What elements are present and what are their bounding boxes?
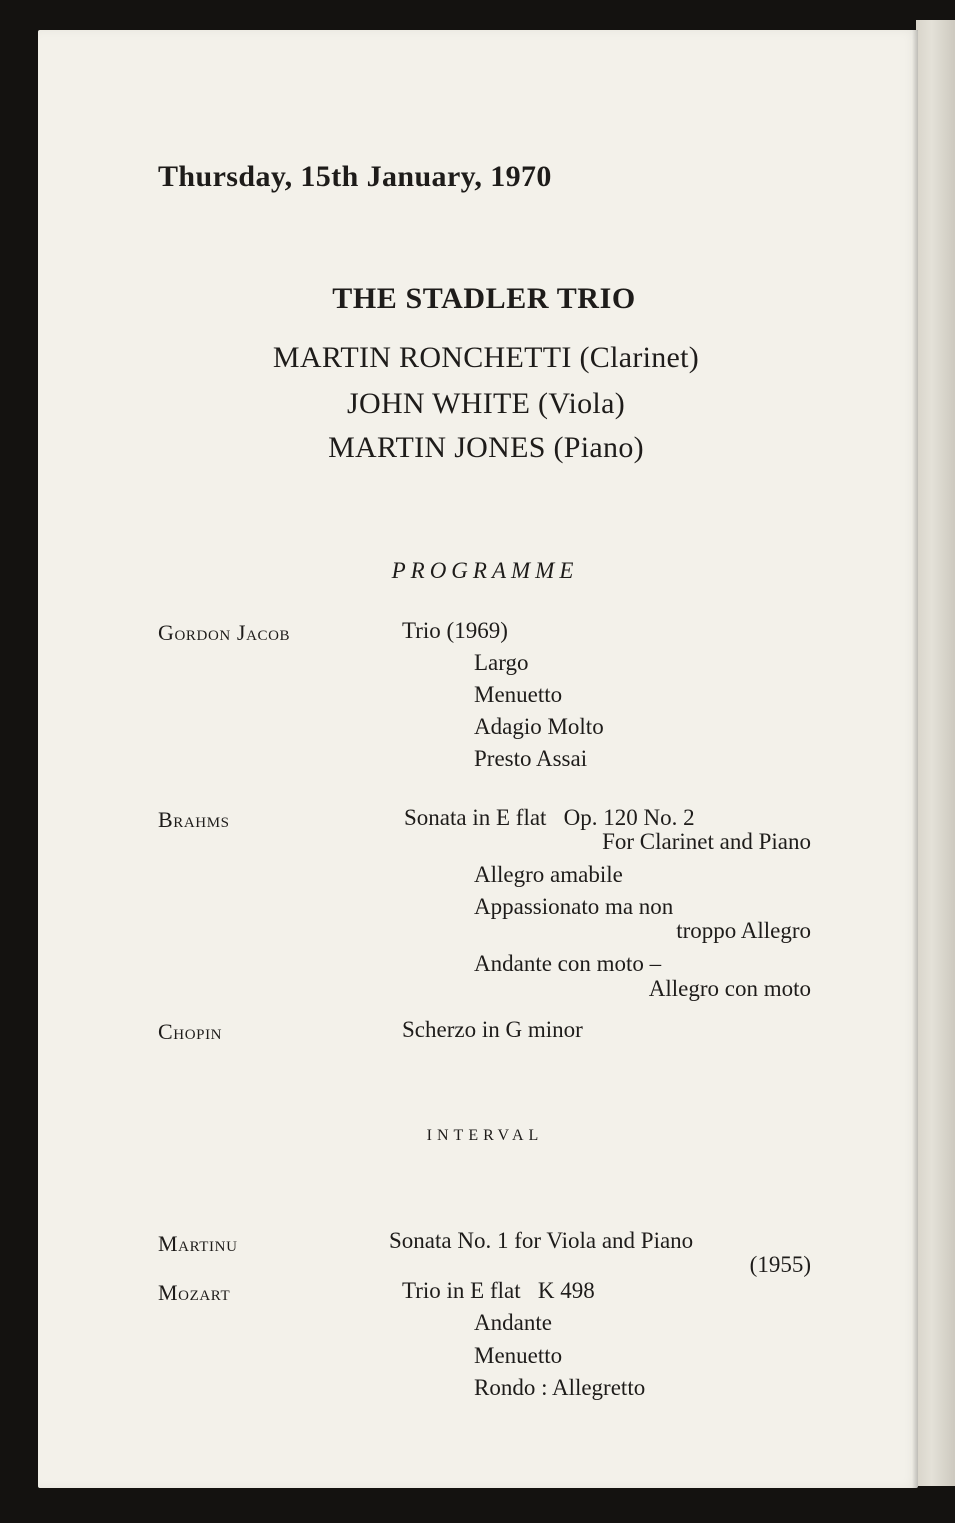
programme-heading: PROGRAMME	[391, 558, 579, 583]
concert-date: Thursday, 15th January, 1970	[158, 160, 552, 193]
composer-chopin: Chopin	[158, 1019, 223, 1044]
ensemble-name: THE STADLER TRIO	[332, 282, 636, 315]
composer-brahms: Brahms	[158, 807, 230, 832]
page-fold-shadow	[912, 30, 918, 1488]
movement-appassionato-cont: troppo Allegro	[676, 918, 811, 943]
work-brahms-instrumentation: For Clarinet and Piano	[602, 829, 811, 854]
movement-rondo-allegretto: Rondo : Allegretto	[474, 1375, 646, 1400]
work-martinu-sonata: Sonata No. 1 for Viola and Piano	[389, 1228, 694, 1253]
movement-allegro-amabile: Allegro amabile	[474, 862, 623, 887]
performer-piano: MARTIN JONES (Piano)	[328, 431, 644, 464]
composer-martinu: Martinu	[158, 1231, 238, 1256]
movement-presto-assai: Presto Assai	[474, 746, 588, 771]
work-jacob-trio: Trio (1969)	[402, 618, 508, 643]
work-brahms-sonata: Sonata in E flat Op. 120 No. 2	[404, 805, 695, 830]
movement-andante-con-moto: Andante con moto –	[474, 951, 662, 976]
movement-andante: Andante	[474, 1310, 552, 1335]
movement-allegro-con-moto: Allegro con moto	[648, 976, 811, 1001]
interval-label: INTERVAL	[426, 1127, 544, 1144]
next-page-edge	[916, 20, 955, 1486]
performer-viola: JOHN WHITE (Viola)	[347, 387, 625, 420]
work-martinu-year: (1955)	[749, 1252, 811, 1277]
movement-menuetto-mozart: Menuetto	[474, 1343, 563, 1368]
movement-largo: Largo	[474, 650, 529, 675]
movement-adagio-molto: Adagio Molto	[474, 714, 604, 739]
movement-appassionato: Appassionato ma non	[474, 894, 674, 919]
movement-menuetto: Menuetto	[474, 682, 563, 707]
work-chopin-scherzo: Scherzo in G minor	[402, 1017, 583, 1042]
composer-mozart: Mozart	[158, 1280, 231, 1305]
composer-gordon-jacob: Gordon Jacob	[158, 620, 291, 645]
performer-clarinet: MARTIN RONCHETTI (Clarinet)	[272, 341, 700, 374]
work-mozart-trio: Trio in E flat K 498	[402, 1278, 595, 1303]
